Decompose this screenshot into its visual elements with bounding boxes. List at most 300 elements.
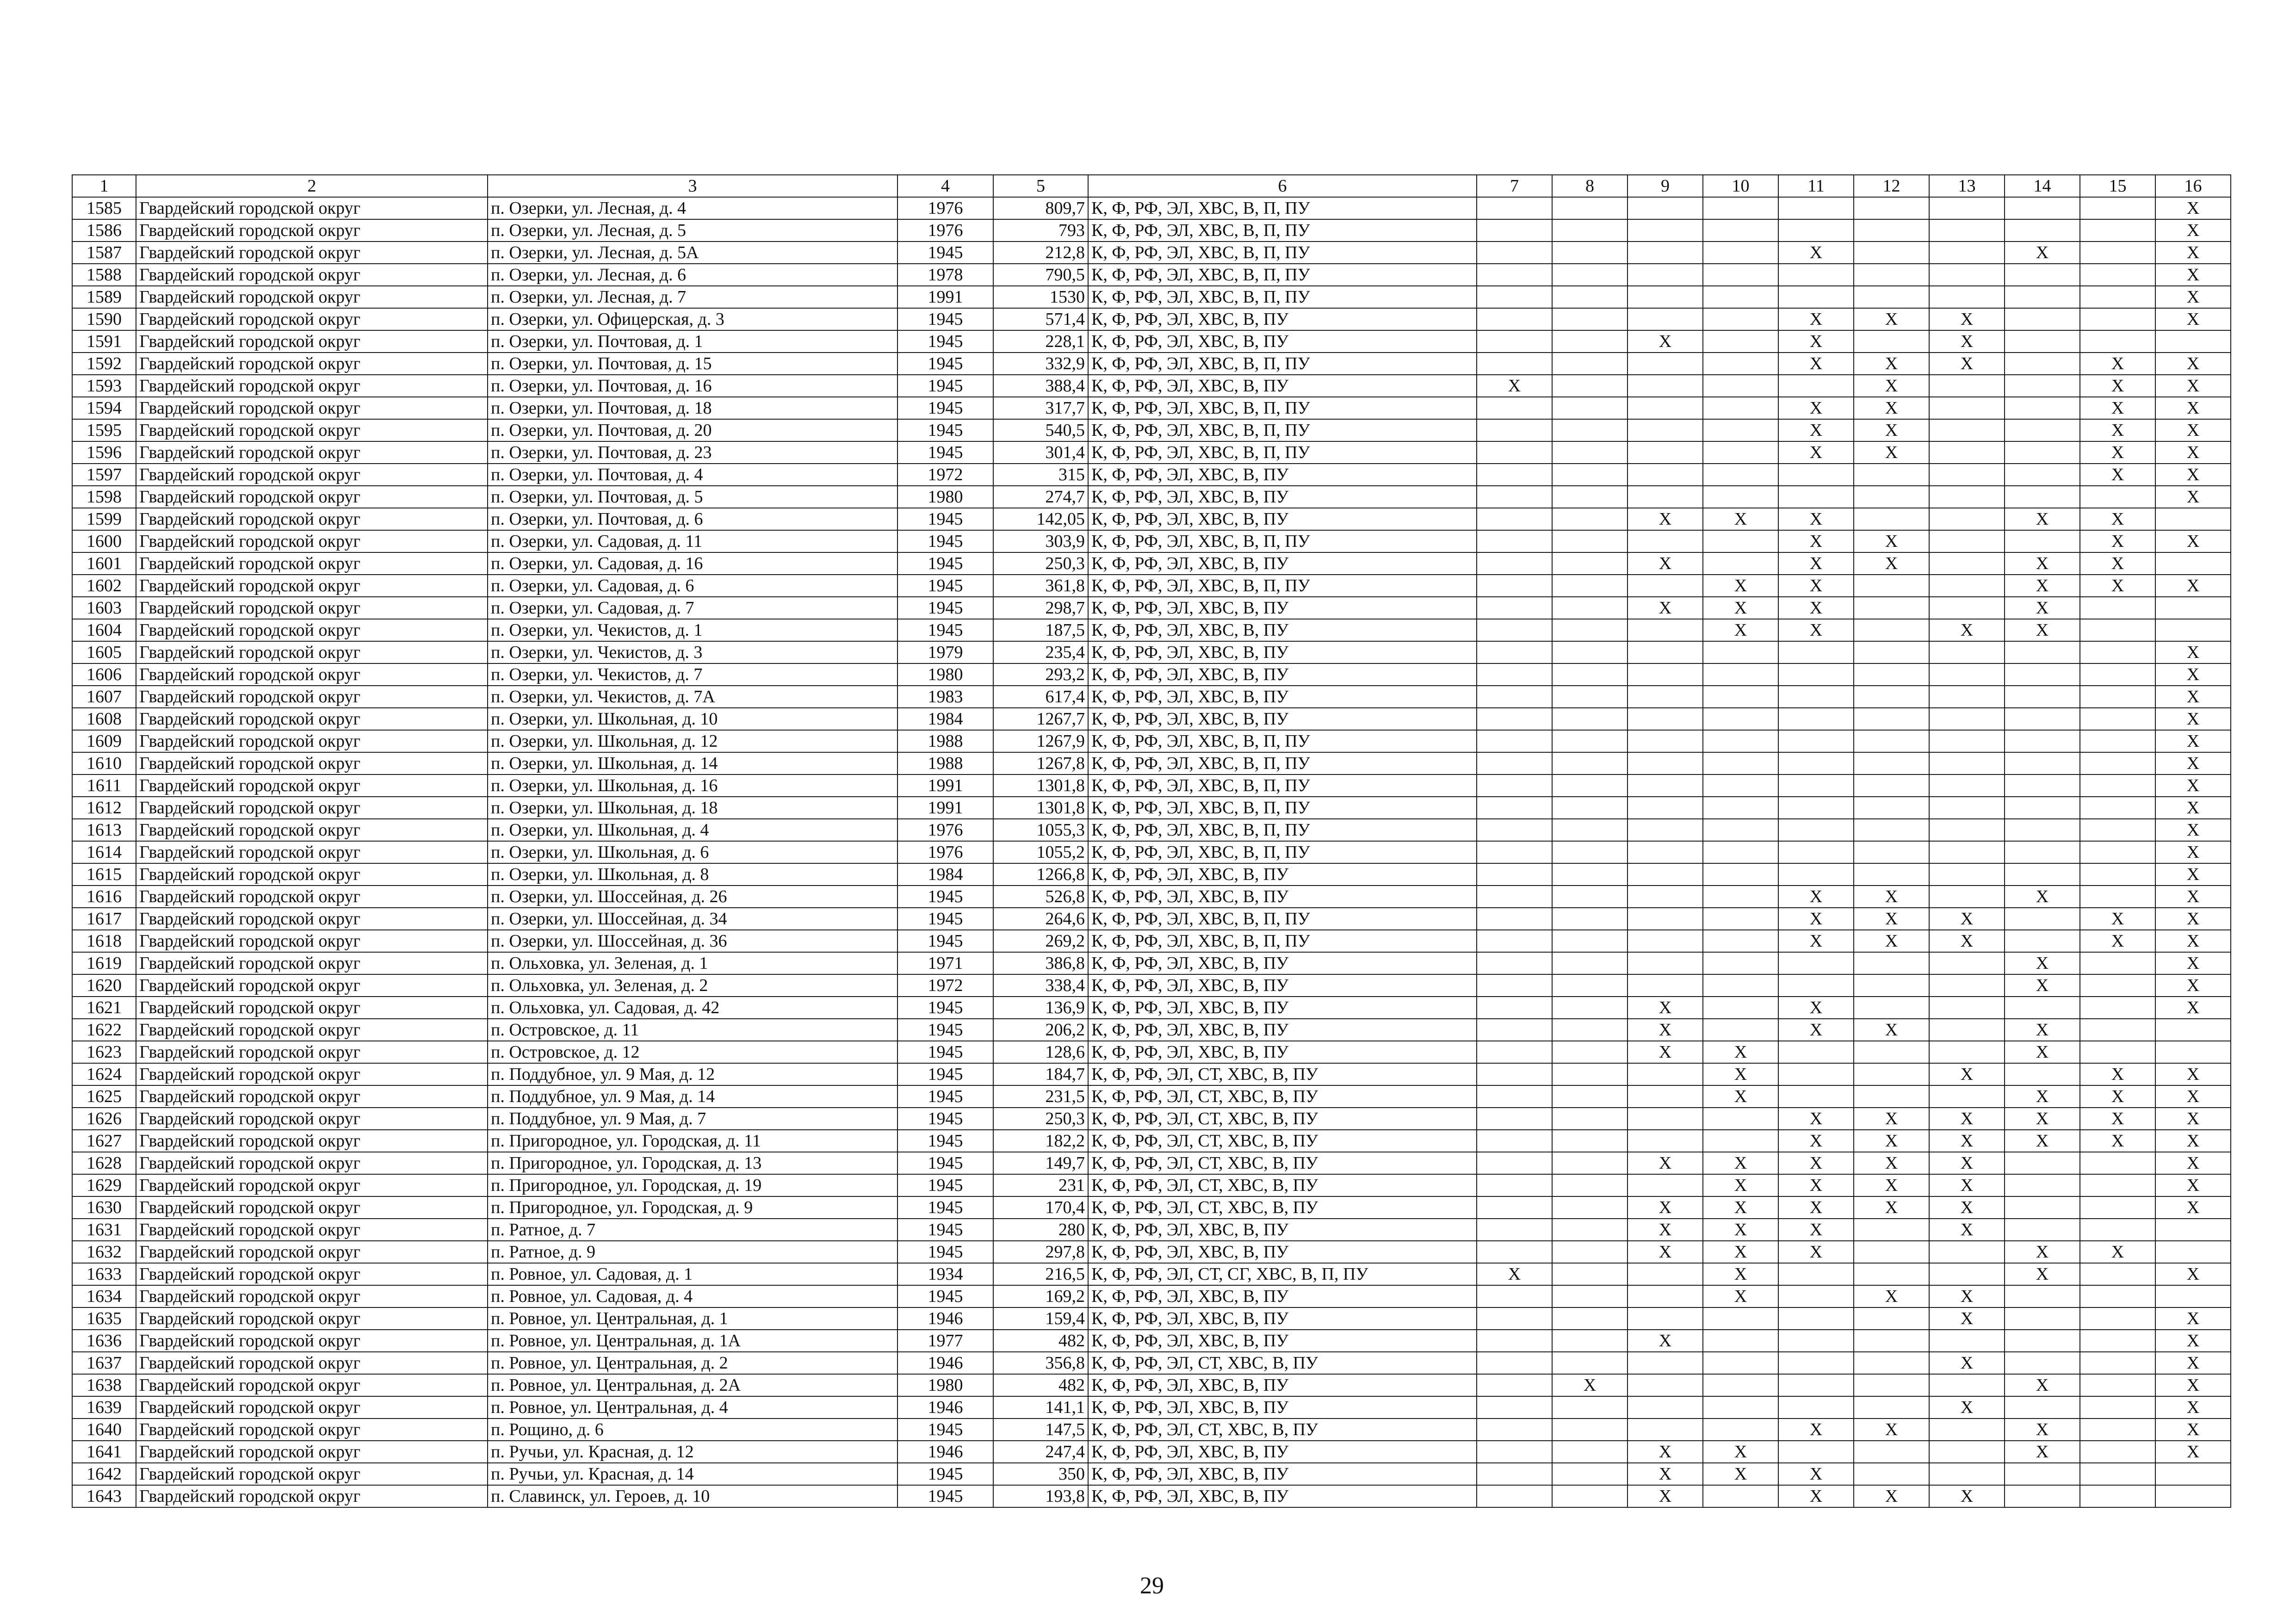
mark-col-7-cell: X <box>1477 1263 1552 1285</box>
year-cell: 1945 <box>897 1019 993 1041</box>
utilities-cell: К, Ф, РФ, ЭЛ, ХВС, В, ПУ <box>1088 1485 1477 1507</box>
mark-col-8-cell <box>1552 1241 1628 1263</box>
address-cell: п. Ручьи, ул. Красная, д. 12 <box>488 1441 897 1463</box>
row-number-cell: 1600 <box>72 530 136 552</box>
mark-col-8-cell <box>1552 464 1628 486</box>
mark-col-15-cell <box>2080 308 2155 330</box>
mark-col-9-cell <box>1628 1374 1703 1396</box>
district-cell: Гвардейский городской округ <box>136 508 488 530</box>
mark-col-9-cell <box>1628 641 1703 663</box>
mark-col-8-cell <box>1552 508 1628 530</box>
mark-col-14-cell: X <box>2005 597 2080 619</box>
district-cell: Гвардейский городской округ <box>136 1419 488 1441</box>
mark-col-12-cell <box>1854 486 1929 508</box>
mark-col-12-cell <box>1854 286 1929 308</box>
year-cell: 1972 <box>897 464 993 486</box>
utilities-cell: К, Ф, РФ, ЭЛ, ХВС, В, П, ПУ <box>1088 730 1477 752</box>
mark-col-11-cell <box>1778 1263 1854 1285</box>
area-cell: 228,1 <box>993 330 1088 353</box>
year-cell: 1945 <box>897 886 993 908</box>
district-cell: Гвардейский городской округ <box>136 219 488 242</box>
utilities-cell: К, Ф, РФ, ЭЛ, ХВС, В, ПУ <box>1088 997 1477 1019</box>
area-cell: 1267,8 <box>993 752 1088 774</box>
area-cell: 182,2 <box>993 1130 1088 1152</box>
mark-col-7-cell <box>1477 1419 1552 1441</box>
mark-col-15-cell <box>2080 1352 2155 1374</box>
year-cell: 1946 <box>897 1441 993 1463</box>
table-row <box>72 1174 2231 1196</box>
row-number-cell: 1611 <box>72 774 136 797</box>
mark-col-15-cell <box>2080 1330 2155 1352</box>
row-number-cell: 1598 <box>72 486 136 508</box>
mark-col-15-cell <box>2080 663 2155 686</box>
mark-col-10-cell <box>1703 819 1778 841</box>
mark-col-9-cell <box>1628 797 1703 819</box>
area-cell: 482 <box>993 1330 1088 1352</box>
mark-col-13-cell <box>1929 264 2005 286</box>
address-cell: п. Озерки, ул. Почтовая, д. 15 <box>488 353 897 375</box>
mark-col-7-cell <box>1477 219 1552 242</box>
area-cell: 338,4 <box>993 974 1088 997</box>
column-number-row <box>72 175 2231 197</box>
mark-col-9-cell: X <box>1628 997 1703 1019</box>
year-cell: 1988 <box>897 752 993 774</box>
row-number-cell: 1643 <box>72 1485 136 1507</box>
address-cell: п. Ровное, ул. Центральная, д. 2 <box>488 1352 897 1374</box>
utilities-cell: К, Ф, РФ, ЭЛ, ХВС, В, П, ПУ <box>1088 242 1477 264</box>
utilities-cell: К, Ф, РФ, ЭЛ, ХВС, В, ПУ <box>1088 552 1477 575</box>
mark-col-14-cell: X <box>2005 619 2080 641</box>
address-cell: п. Ровное, ул. Центральная, д. 1А <box>488 1330 897 1352</box>
table-row <box>72 841 2231 863</box>
column-number-cell: 11 <box>1778 175 1854 197</box>
mark-col-8-cell <box>1552 1330 1628 1352</box>
mark-col-14-cell: X <box>2005 552 2080 575</box>
mark-col-9-cell: X <box>1628 1463 1703 1485</box>
mark-col-7-cell <box>1477 397 1552 419</box>
mark-col-16-cell: X <box>2155 886 2231 908</box>
mark-col-16-cell: X <box>2155 1174 2231 1196</box>
mark-col-12-cell <box>1854 841 1929 863</box>
utilities-cell: К, Ф, РФ, ЭЛ, ХВС, В, ПУ <box>1088 1285 1477 1307</box>
mark-col-14-cell <box>2005 1063 2080 1085</box>
mark-col-14-cell: X <box>2005 1419 2080 1441</box>
mark-col-7-cell <box>1477 464 1552 486</box>
year-cell: 1945 <box>897 530 993 552</box>
district-cell: Гвардейский городской округ <box>136 1307 488 1330</box>
utilities-cell: К, Ф, РФ, ЭЛ, ХВС, В, ПУ <box>1088 974 1477 997</box>
address-cell: п. Озерки, ул. Шоссейная, д. 36 <box>488 930 897 952</box>
mark-col-9-cell <box>1628 619 1703 641</box>
mark-col-11-cell: X <box>1778 886 1854 908</box>
mark-col-10-cell: X <box>1703 1174 1778 1196</box>
utilities-cell: К, Ф, РФ, ЭЛ, СТ, ХВС, В, ПУ <box>1088 1130 1477 1152</box>
area-cell: 170,4 <box>993 1196 1088 1219</box>
row-number-cell: 1596 <box>72 441 136 464</box>
mark-col-13-cell: X <box>1929 1352 2005 1374</box>
mark-col-14-cell <box>2005 797 2080 819</box>
row-number-cell: 1593 <box>72 375 136 397</box>
mark-col-9-cell <box>1628 1263 1703 1285</box>
mark-col-8-cell <box>1552 863 1628 886</box>
address-cell: п. Ровное, ул. Садовая, д. 1 <box>488 1263 897 1285</box>
mark-col-7-cell <box>1477 797 1552 819</box>
mark-col-16-cell <box>2155 508 2231 530</box>
mark-col-10-cell <box>1703 397 1778 419</box>
mark-col-16-cell: X <box>2155 1330 2231 1352</box>
mark-col-10-cell <box>1703 375 1778 397</box>
mark-col-9-cell <box>1628 930 1703 952</box>
mark-col-12-cell <box>1854 1352 1929 1374</box>
mark-col-13-cell <box>1929 219 2005 242</box>
mark-col-11-cell <box>1778 197 1854 219</box>
mark-col-11-cell: X <box>1778 242 1854 264</box>
mark-col-10-cell <box>1703 552 1778 575</box>
area-cell: 159,4 <box>993 1307 1088 1330</box>
mark-col-7-cell <box>1477 1041 1552 1063</box>
table-row <box>72 774 2231 797</box>
mark-col-16-cell <box>2155 1485 2231 1507</box>
district-cell: Гвардейский городской округ <box>136 1152 488 1174</box>
mark-col-13-cell <box>1929 997 2005 1019</box>
mark-col-12-cell <box>1854 708 1929 730</box>
year-cell: 1945 <box>897 1085 993 1108</box>
mark-col-9-cell: X <box>1628 1330 1703 1352</box>
mark-col-10-cell <box>1703 441 1778 464</box>
mark-col-12-cell: X <box>1854 1130 1929 1152</box>
mark-col-13-cell: X <box>1929 1307 2005 1330</box>
mark-col-9-cell <box>1628 1130 1703 1152</box>
mark-col-12-cell <box>1854 597 1929 619</box>
mark-col-10-cell: X <box>1703 1441 1778 1463</box>
mark-col-14-cell <box>2005 908 2080 930</box>
mark-col-8-cell <box>1552 774 1628 797</box>
row-number-cell: 1639 <box>72 1396 136 1419</box>
mark-col-14-cell <box>2005 353 2080 375</box>
utilities-cell: К, Ф, РФ, ЭЛ, СТ, СГ, ХВС, В, П, ПУ <box>1088 1263 1477 1285</box>
utilities-cell: К, Ф, РФ, ЭЛ, ХВС, В, П, ПУ <box>1088 197 1477 219</box>
column-number-cell: 13 <box>1929 175 2005 197</box>
mark-col-7-cell <box>1477 1063 1552 1085</box>
mark-col-11-cell: X <box>1778 1241 1854 1263</box>
mark-col-11-cell <box>1778 974 1854 997</box>
mark-col-10-cell <box>1703 886 1778 908</box>
mark-col-11-cell <box>1778 286 1854 308</box>
address-cell: п. Озерки, ул. Школьная, д. 6 <box>488 841 897 863</box>
mark-col-15-cell: X <box>2080 1085 2155 1108</box>
mark-col-12-cell: X <box>1854 530 1929 552</box>
address-cell: п. Ровное, ул. Центральная, д. 1 <box>488 1307 897 1330</box>
mark-col-13-cell <box>1929 819 2005 841</box>
mark-col-15-cell <box>2080 863 2155 886</box>
mark-col-8-cell <box>1552 353 1628 375</box>
mark-col-11-cell: X <box>1778 1174 1854 1196</box>
area-cell: 128,6 <box>993 1041 1088 1063</box>
mark-col-14-cell <box>2005 375 2080 397</box>
mark-col-9-cell <box>1628 197 1703 219</box>
year-cell: 1945 <box>897 1485 993 1507</box>
mark-col-13-cell <box>1929 686 2005 708</box>
mark-col-13-cell <box>1929 774 2005 797</box>
mark-col-15-cell <box>2080 1396 2155 1419</box>
mark-col-15-cell: X <box>2080 530 2155 552</box>
mark-col-12-cell <box>1854 774 1929 797</box>
mark-col-11-cell: X <box>1778 353 1854 375</box>
utilities-cell: К, Ф, РФ, ЭЛ, ХВС, В, ПУ <box>1088 663 1477 686</box>
address-cell: п. Ровное, ул. Садовая, д. 4 <box>488 1285 897 1307</box>
year-cell: 1945 <box>897 597 993 619</box>
mark-col-15-cell <box>2080 1307 2155 1330</box>
district-cell: Гвардейский городской округ <box>136 1174 488 1196</box>
table-row <box>72 1485 2231 1507</box>
mark-col-14-cell <box>2005 486 2080 508</box>
mark-col-12-cell <box>1854 863 1929 886</box>
mark-col-15-cell: X <box>2080 397 2155 419</box>
mark-col-9-cell <box>1628 353 1703 375</box>
utilities-cell: К, Ф, РФ, ЭЛ, ХВС, В, П, ПУ <box>1088 353 1477 375</box>
mark-col-8-cell <box>1552 952 1628 974</box>
district-cell: Гвардейский городской округ <box>136 397 488 419</box>
utilities-cell: К, Ф, РФ, ЭЛ, ХВС, В, П, ПУ <box>1088 797 1477 819</box>
mark-col-7-cell <box>1477 353 1552 375</box>
table-row <box>72 219 2231 242</box>
mark-col-10-cell <box>1703 353 1778 375</box>
mark-col-13-cell <box>1929 530 2005 552</box>
row-number-cell: 1609 <box>72 730 136 752</box>
mark-col-14-cell <box>2005 308 2080 330</box>
mark-col-15-cell <box>2080 997 2155 1019</box>
year-cell: 1945 <box>897 353 993 375</box>
mark-col-13-cell <box>1929 464 2005 486</box>
year-cell: 1945 <box>897 1063 993 1085</box>
row-number-cell: 1612 <box>72 797 136 819</box>
mark-col-9-cell: X <box>1628 1241 1703 1263</box>
mark-col-12-cell: X <box>1854 1285 1929 1307</box>
utilities-cell: К, Ф, РФ, ЭЛ, ХВС, В, П, ПУ <box>1088 264 1477 286</box>
mark-col-16-cell: X <box>2155 1130 2231 1152</box>
mark-col-11-cell <box>1778 1285 1854 1307</box>
mark-col-8-cell <box>1552 242 1628 264</box>
district-cell: Гвардейский городской округ <box>136 1041 488 1063</box>
mark-col-8-cell <box>1552 1352 1628 1374</box>
mark-col-15-cell <box>2080 1419 2155 1441</box>
mark-col-11-cell <box>1778 863 1854 886</box>
mark-col-16-cell: X <box>2155 397 2231 419</box>
mark-col-14-cell <box>2005 819 2080 841</box>
mark-col-13-cell <box>1929 708 2005 730</box>
mark-col-7-cell <box>1477 308 1552 330</box>
table-body <box>72 175 2231 1507</box>
mark-col-11-cell <box>1778 752 1854 774</box>
mark-col-16-cell: X <box>2155 841 2231 863</box>
address-cell: п. Озерки, ул. Лесная, д. 4 <box>488 197 897 219</box>
year-cell: 1946 <box>897 1307 993 1330</box>
mark-col-11-cell: X <box>1778 441 1854 464</box>
mark-col-13-cell: X <box>1929 930 2005 952</box>
mark-col-16-cell: X <box>2155 708 2231 730</box>
mark-col-14-cell: X <box>2005 952 2080 974</box>
mark-col-10-cell <box>1703 308 1778 330</box>
table-row <box>72 1108 2231 1130</box>
address-cell: п. Озерки, ул. Почтовая, д. 23 <box>488 441 897 464</box>
row-number-cell: 1605 <box>72 641 136 663</box>
mark-col-11-cell <box>1778 663 1854 686</box>
row-number-cell: 1640 <box>72 1419 136 1441</box>
year-cell: 1945 <box>897 1285 993 1307</box>
table-row <box>72 1441 2231 1463</box>
mark-col-12-cell <box>1854 1085 1929 1108</box>
mark-col-14-cell <box>2005 641 2080 663</box>
mark-col-13-cell: X <box>1929 1196 2005 1219</box>
district-cell: Гвардейский городской округ <box>136 774 488 797</box>
mark-col-9-cell <box>1628 219 1703 242</box>
address-cell: п. Озерки, ул. Чекистов, д. 3 <box>488 641 897 663</box>
year-cell: 1945 <box>897 997 993 1019</box>
mark-col-16-cell: X <box>2155 952 2231 974</box>
district-cell: Гвардейский городской округ <box>136 952 488 974</box>
mark-col-14-cell: X <box>2005 1019 2080 1041</box>
table-row <box>72 1352 2231 1374</box>
district-cell: Гвардейский городской округ <box>136 1019 488 1041</box>
mark-col-12-cell: X <box>1854 908 1929 930</box>
mark-col-7-cell <box>1477 974 1552 997</box>
area-cell: 231,5 <box>993 1085 1088 1108</box>
address-cell: п. Озерки, ул. Школьная, д. 8 <box>488 863 897 886</box>
mark-col-8-cell <box>1552 219 1628 242</box>
table-row <box>72 752 2231 774</box>
area-cell: 149,7 <box>993 1152 1088 1174</box>
year-cell: 1945 <box>897 930 993 952</box>
address-cell: п. Ратное, д. 7 <box>488 1219 897 1241</box>
year-cell: 1945 <box>897 1174 993 1196</box>
mark-col-15-cell <box>2080 1263 2155 1285</box>
year-cell: 1976 <box>897 197 993 219</box>
mark-col-16-cell <box>2155 1463 2231 1485</box>
row-number-cell: 1614 <box>72 841 136 863</box>
district-cell: Гвардейский городской округ <box>136 841 488 863</box>
mark-col-16-cell: X <box>2155 419 2231 441</box>
area-cell: 184,7 <box>993 1063 1088 1085</box>
mark-col-11-cell <box>1778 708 1854 730</box>
mark-col-13-cell <box>1929 663 2005 686</box>
table-row <box>72 308 2231 330</box>
mark-col-14-cell: X <box>2005 575 2080 597</box>
mark-col-10-cell <box>1703 708 1778 730</box>
address-cell: п. Озерки, ул. Чекистов, д. 7 <box>488 663 897 686</box>
table-row <box>72 419 2231 441</box>
mark-col-14-cell <box>2005 1330 2080 1352</box>
row-number-cell: 1633 <box>72 1263 136 1285</box>
mark-col-12-cell <box>1854 819 1929 841</box>
mark-col-12-cell <box>1854 952 1929 974</box>
mark-col-16-cell: X <box>2155 752 2231 774</box>
mark-col-9-cell <box>1628 1419 1703 1441</box>
address-cell: п. Озерки, ул. Школьная, д. 4 <box>488 819 897 841</box>
row-number-cell: 1608 <box>72 708 136 730</box>
mark-col-10-cell <box>1703 197 1778 219</box>
address-cell: п. Озерки, ул. Шоссейная, д. 26 <box>488 886 897 908</box>
mark-col-14-cell <box>2005 686 2080 708</box>
mark-col-12-cell <box>1854 1219 1929 1241</box>
mark-col-16-cell: X <box>2155 997 2231 1019</box>
row-number-cell: 1622 <box>72 1019 136 1041</box>
mark-col-10-cell <box>1703 930 1778 952</box>
table-row <box>72 1330 2231 1352</box>
address-cell: п. Озерки, ул. Почтовая, д. 18 <box>488 397 897 419</box>
address-cell: п. Озерки, ул. Лесная, д. 5 <box>488 219 897 242</box>
mark-col-7-cell <box>1477 1174 1552 1196</box>
row-number-cell: 1613 <box>72 819 136 841</box>
mark-col-9-cell <box>1628 663 1703 686</box>
area-cell: 793 <box>993 219 1088 242</box>
mark-col-9-cell <box>1628 486 1703 508</box>
mark-col-7-cell <box>1477 1485 1552 1507</box>
year-cell: 1945 <box>897 1419 993 1441</box>
mark-col-14-cell <box>2005 1352 2080 1374</box>
address-cell: п. Ручьи, ул. Красная, д. 14 <box>488 1463 897 1485</box>
mark-col-8-cell <box>1552 663 1628 686</box>
year-cell: 1984 <box>897 708 993 730</box>
row-number-cell: 1619 <box>72 952 136 974</box>
mark-col-10-cell: X <box>1703 1219 1778 1241</box>
address-cell: п. Поддубное, ул. 9 Мая, д. 14 <box>488 1085 897 1108</box>
column-number-cell: 15 <box>2080 175 2155 197</box>
area-cell: 147,5 <box>993 1419 1088 1441</box>
address-cell: п. Ровное, ул. Центральная, д. 4 <box>488 1396 897 1419</box>
year-cell: 1945 <box>897 330 993 353</box>
row-number-cell: 1632 <box>72 1241 136 1263</box>
mark-col-9-cell <box>1628 1285 1703 1307</box>
mark-col-13-cell <box>1929 575 2005 597</box>
mark-col-11-cell: X <box>1778 619 1854 641</box>
mark-col-10-cell: X <box>1703 597 1778 619</box>
district-cell: Гвардейский городской округ <box>136 819 488 841</box>
mark-col-14-cell: X <box>2005 974 2080 997</box>
mark-col-10-cell: X <box>1703 1196 1778 1219</box>
address-cell: п. Пригородное, ул. Городская, д. 9 <box>488 1196 897 1219</box>
mark-col-7-cell <box>1477 641 1552 663</box>
year-cell: 1991 <box>897 774 993 797</box>
mark-col-12-cell: X <box>1854 419 1929 441</box>
year-cell: 1945 <box>897 508 993 530</box>
year-cell: 1945 <box>897 441 993 464</box>
mark-col-14-cell <box>2005 1463 2080 1485</box>
mark-col-14-cell <box>2005 930 2080 952</box>
mark-col-14-cell <box>2005 330 2080 353</box>
mark-col-8-cell <box>1552 530 1628 552</box>
utilities-cell: К, Ф, РФ, ЭЛ, ХВС, В, П, ПУ <box>1088 219 1477 242</box>
table-row <box>72 508 2231 530</box>
mark-col-16-cell: X <box>2155 1374 2231 1396</box>
mark-col-9-cell <box>1628 1396 1703 1419</box>
mark-col-13-cell <box>1929 1263 2005 1285</box>
area-cell: 617,4 <box>993 686 1088 708</box>
mark-col-10-cell: X <box>1703 1063 1778 1085</box>
mark-col-16-cell: X <box>2155 730 2231 752</box>
mark-col-11-cell: X <box>1778 908 1854 930</box>
district-cell: Гвардейский городской округ <box>136 264 488 286</box>
mark-col-7-cell <box>1477 508 1552 530</box>
mark-col-13-cell <box>1929 797 2005 819</box>
mark-col-12-cell <box>1854 997 1929 1019</box>
mark-col-8-cell <box>1552 997 1628 1019</box>
mark-col-8-cell <box>1552 552 1628 575</box>
table-row <box>72 641 2231 663</box>
address-cell: п. Озерки, ул. Лесная, д. 6 <box>488 264 897 286</box>
mark-col-9-cell <box>1628 1174 1703 1196</box>
mark-col-10-cell <box>1703 686 1778 708</box>
area-cell: 1055,2 <box>993 841 1088 863</box>
